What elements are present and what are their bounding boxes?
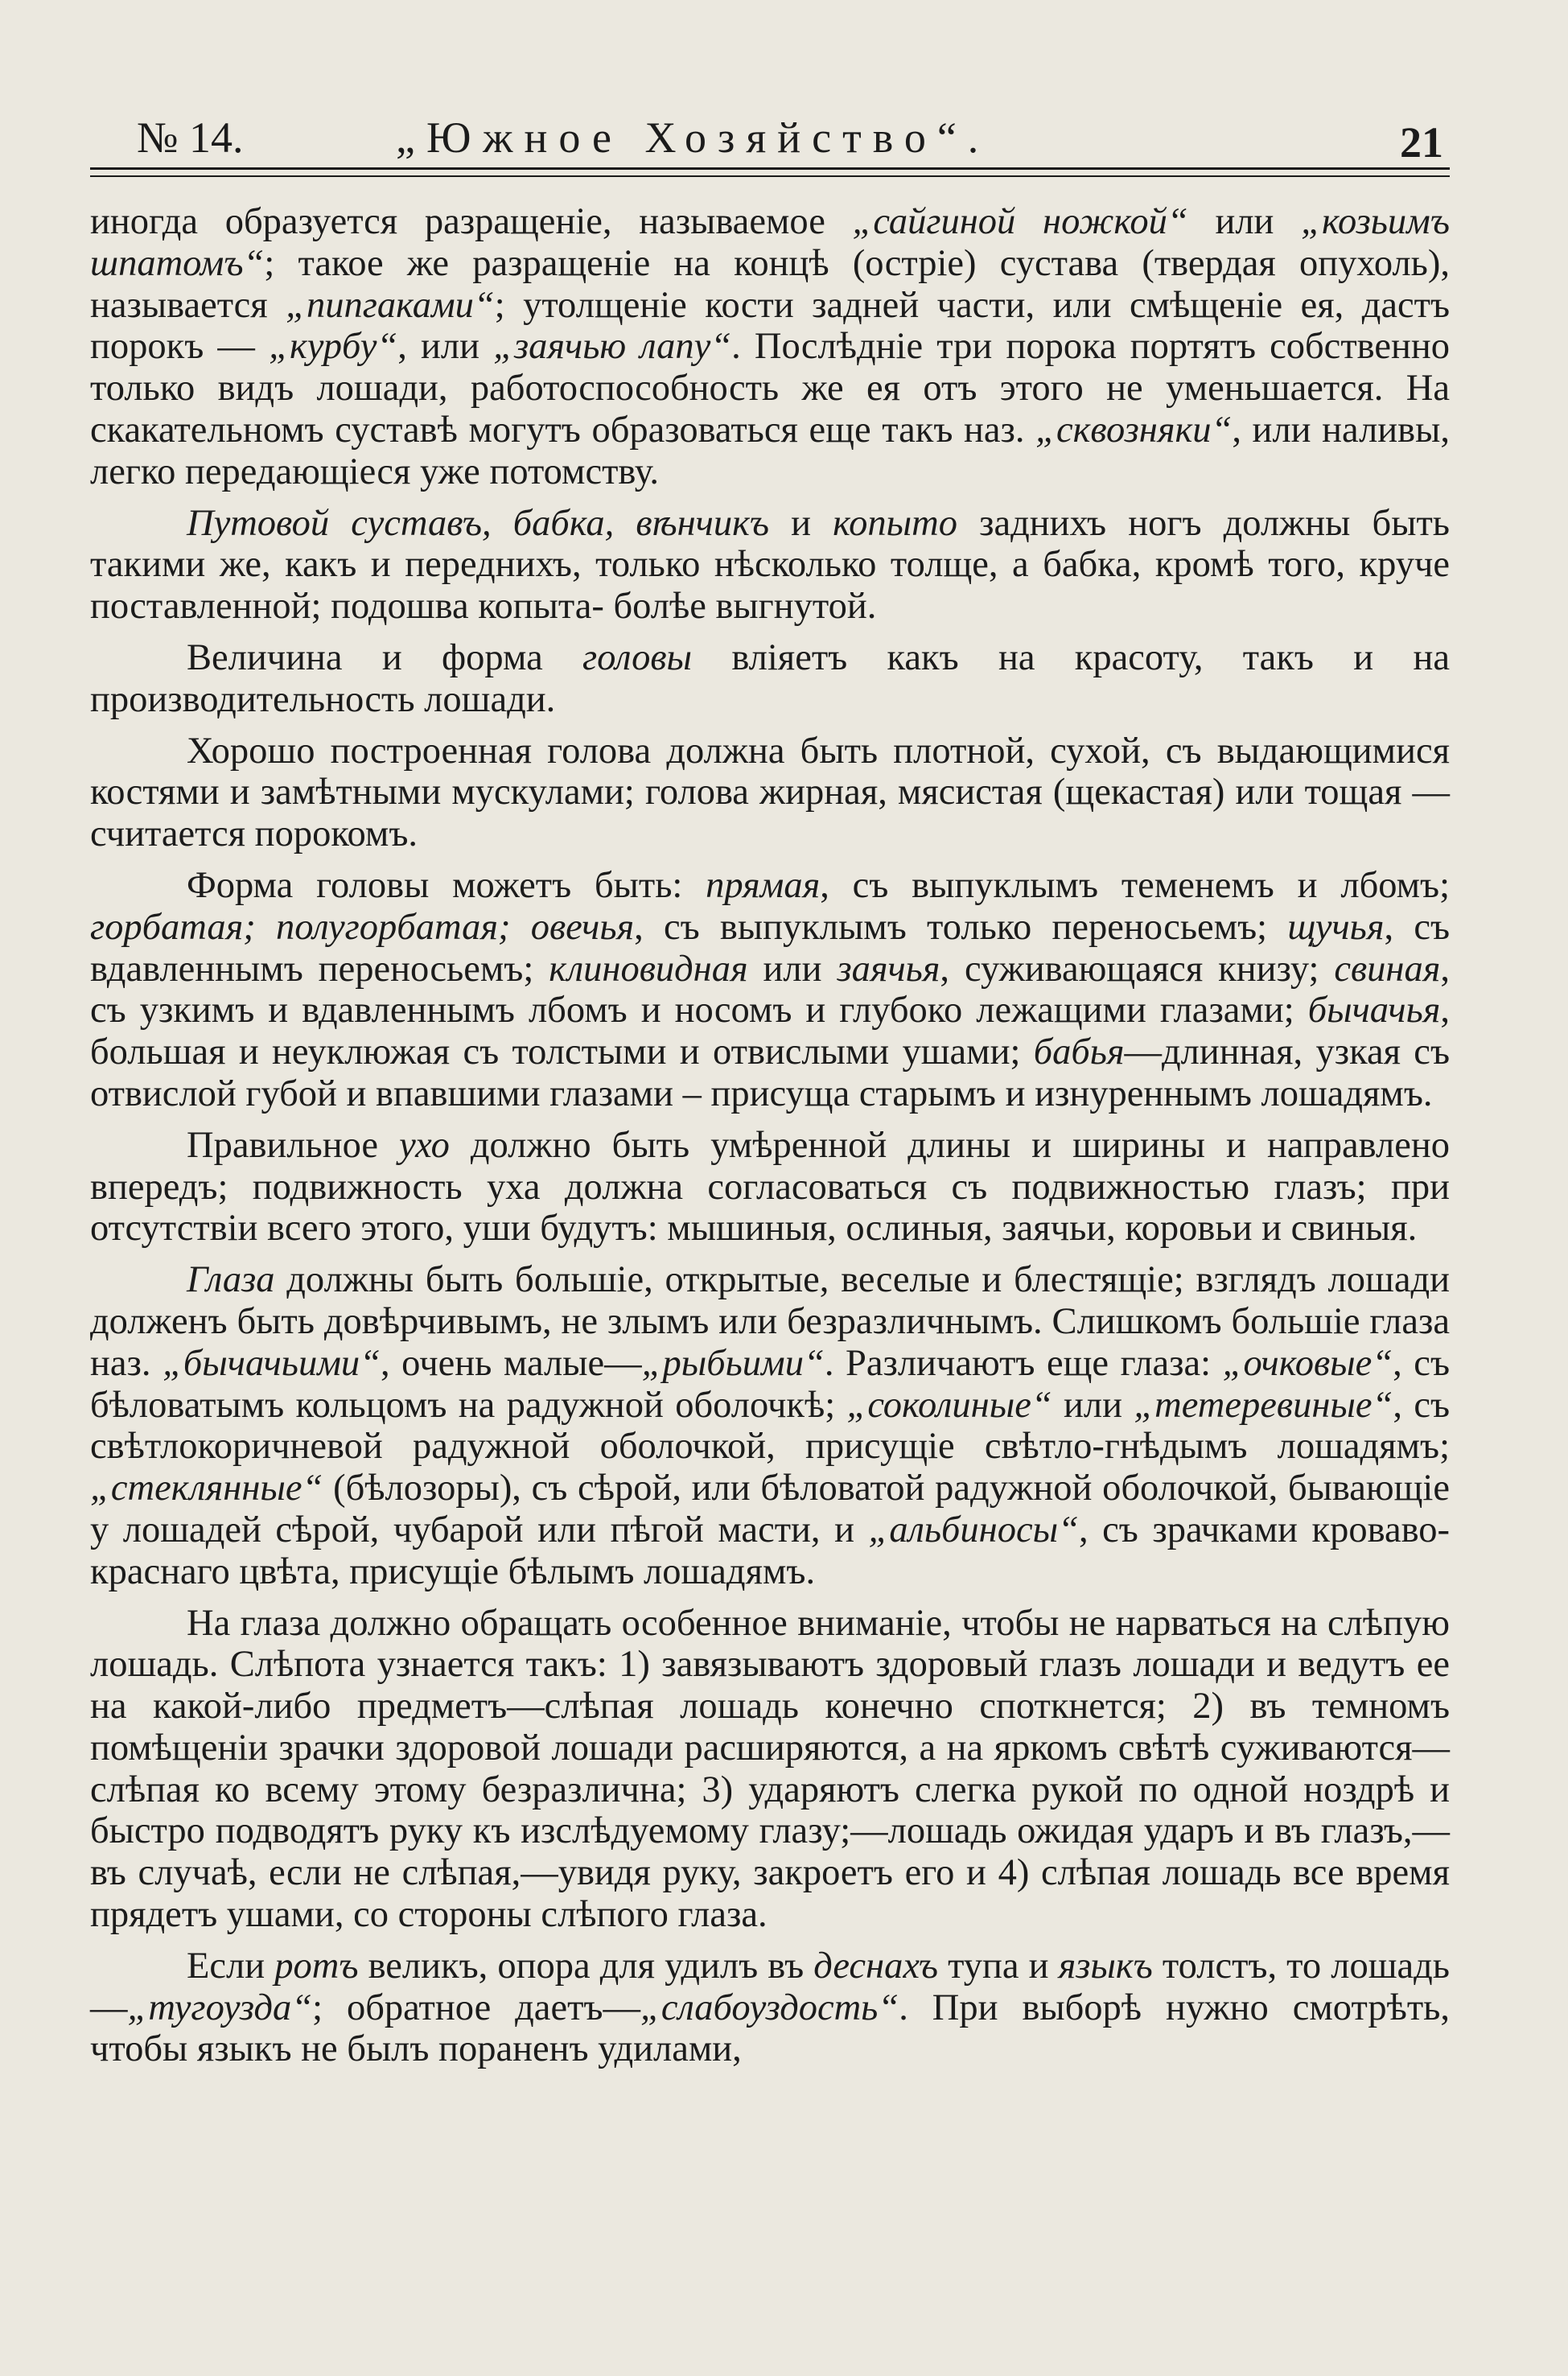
text-run: На глаза должно обращать особенное вниманіе, чтобы не нарваться на слѣпую лошадь. Слѣпота узнается такъ: 1) завязываютъ здоровый глазъ лошади и ведутъ ее на какой-либо предметъ—слѣпая лошадь конечно споткнется; 2) въ темномъ помѣщеніи зрачки здоровой лошади расширяются, а на яркомъ свѣтѣ суживаются—слѣпая ко всему этому безразлична; 3) ударяютъ слегка рукой по одной ноздрѣ и быстро подводятъ руку къ изслѣдуемому глазу;—лошадь ожидая ударъ и въ глазъ,—въ случаѣ, если не слѣпая,—увидя руку, закроетъ его и 4) слѣпая лошадь все время прядетъ ушами, со стороны слѣпого глаза.	[90, 1602, 1450, 1936]
italic-term: ротъ	[274, 1945, 359, 1987]
text-run: . При выборѣ нужно смотрѣть, чтобы языкъ не былъ порaненъ удилами,	[90, 1987, 1450, 2070]
italic-term: „очковые“	[1222, 1342, 1393, 1384]
paragraph	[90, 201, 1450, 493]
text-run: или	[747, 948, 838, 990]
text-run: Правильное	[187, 1124, 400, 1166]
text-run: ; обратное даетъ—	[312, 1987, 640, 2028]
italic-term: „козьимъ шпатомъ“	[90, 201, 1450, 284]
italic-term: „сайгиной ножкой“	[852, 201, 1188, 242]
text-run: , большая и неуклюжая съ толстыми и отвислыми ушами;	[90, 990, 1450, 1073]
paragraph	[90, 731, 1450, 855]
italic-term: „тугоузда“	[127, 1987, 313, 2028]
text-run: , съ бѣловатымъ кольцомъ на радужной оболочкѣ;	[90, 1342, 1450, 1426]
italic-term: „пипгаками“	[286, 284, 495, 326]
text-run: , съ узкимъ и вдавленнымъ лбомъ и носомъ и глубоко лежащими глазами;	[90, 948, 1450, 1032]
text-run: толстъ, то лошадь—	[90, 1945, 1451, 2028]
text-run: или	[1187, 201, 1302, 242]
text-run: ; такое же разращеніе на концѣ (остріе) сустава (твердая опухоль), называется	[90, 242, 1450, 326]
text-run: иногда образуется разращеніе, называемое	[90, 201, 853, 242]
paragraph	[90, 503, 1450, 628]
italic-term: „заячью лапу“	[493, 326, 732, 368]
italic-term: „соколиные“	[846, 1384, 1052, 1426]
text-run: . Различаютъ еще глаза:	[824, 1342, 1223, 1384]
italic-term: заячья	[837, 948, 940, 990]
text-run: заднихъ ногъ должны быть такими же, какъ и переднихъ, только нѣсколько толще, а бабка, кромѣ того, круче поставленной; подошва копыта- болѣе выгнутой.	[90, 502, 1450, 628]
text-run: или	[1052, 1384, 1134, 1426]
italic-term: щучья	[1287, 906, 1385, 948]
italic-term: головы	[582, 636, 693, 678]
header-rule-thin	[90, 175, 1450, 177]
running-header	[90, 95, 1450, 167]
italic-term: „слабоуздость“	[640, 1987, 899, 2028]
text-run: Величина и форма	[187, 636, 583, 678]
text-run: , съ вдавленнымъ переносьемъ;	[90, 906, 1450, 990]
paragraph	[90, 1946, 1450, 2070]
italic-term: клиновидная	[549, 948, 748, 990]
journal-title: „Южное Хозяйство“.	[396, 113, 990, 162]
text-run: , съ свѣтлокоричневой радужной оболочкой, присущіе свѣтло-гнѣдымъ лошадямъ;	[90, 1384, 1450, 1468]
body-text	[90, 201, 1450, 2080]
italic-term: деснахъ	[813, 1945, 938, 1987]
italic-term: копыто	[833, 502, 957, 544]
italic-term: языкъ	[1058, 1945, 1153, 1987]
text-run: , или	[397, 326, 494, 368]
italic-term: ухо	[399, 1124, 450, 1166]
text-run: , съ выпуклымъ только переносьемъ;	[634, 906, 1288, 948]
italic-term: „курбу“	[269, 326, 398, 368]
text-run: Хорошо построенная голова должна быть плотной, сухой, съ выдающимися костями и замѣтными мускулами; голова жирная, мясистая (щекастая) или тощая — считается порокомъ.	[90, 730, 1450, 855]
italic-term: „бычачьими“	[163, 1342, 381, 1384]
text-run: должно быть умѣренной длины и ширины и направлено впередъ; подвижность уха должна согласоваться съ подвижностью глазъ; при отсутствіи всего этого, уши будутъ: мышиныя, ослиныя, заячьи, коровьи и свиныя.	[90, 1124, 1450, 1250]
text-run: , съ выпуклымъ теменемъ и лбомъ;	[820, 864, 1451, 906]
text-run: , очень малые—	[381, 1342, 642, 1384]
italic-term: „альбиносы“	[868, 1509, 1079, 1550]
paragraph	[90, 865, 1450, 1115]
text-run: , съ зрачками кроваво-краснаго цвѣта, присущіе бѣлымъ лошадямъ.	[90, 1509, 1450, 1592]
italic-term: „рыбьими“	[641, 1342, 825, 1384]
text-run: тупа и	[937, 1945, 1059, 1987]
text-run: Если	[187, 1945, 275, 1987]
paragraph	[90, 1125, 1450, 1250]
paragraph	[90, 1603, 1450, 1936]
paragraph	[90, 637, 1450, 721]
italic-term: „сквозняки“	[1035, 409, 1233, 451]
issue-number: № 14.	[137, 113, 244, 162]
italic-term: бычачья	[1307, 990, 1441, 1032]
text-run: и	[768, 502, 833, 544]
italic-term: свиная	[1334, 948, 1441, 990]
text-run: , суживающаяся книзу;	[940, 948, 1335, 990]
italic-term: прямая	[706, 864, 821, 906]
text-run: ; утолщеніе кости задней части, или смѣщеніе ея, дастъ порокъ —	[90, 284, 1450, 368]
page-number: 21	[1400, 118, 1443, 167]
paragraph	[90, 1259, 1450, 1592]
text-run: (бѣлозоры), съ сѣрой, или бѣловатой радужной оболочкой, бывающіе у лошадей сѣрой, чубарой или пѣгой масти, и	[90, 1468, 1450, 1550]
header-rule	[90, 167, 1450, 170]
text-run: должны быть большіе, открытые, веселые и блестящіе; взглядъ лошади долженъ быть довѣрчивымъ, не злымъ или безразличнымъ. Слишкомъ большіе глаза наз.	[90, 1259, 1450, 1384]
text-run: великъ, опора для удилъ въ	[358, 1945, 814, 1987]
italic-term: Путовой суставъ, бабка, вѣнчикъ	[187, 502, 769, 544]
text-run: —длинная, узкая съ отвислой губой и впавшими глазами – присуща старымъ и изнуреннымъ лошадямъ.	[90, 1032, 1450, 1114]
italic-term: бабья	[1033, 1032, 1125, 1073]
text-run: вліяетъ какъ на красоту, такъ и на производительность лошади.	[90, 636, 1450, 720]
italic-term: „тетеревиные“	[1134, 1384, 1393, 1426]
italic-term: горбатая; полугорбатая; овечья	[90, 906, 635, 948]
text-run: Форма головы можетъ быть:	[187, 864, 706, 906]
italic-term: „стеклянные“	[90, 1468, 323, 1509]
italic-term: Глаза	[187, 1259, 275, 1301]
text-run: , или наливы, легко передающіеся уже потомству.	[90, 409, 1450, 492]
text-run: . Послѣдніе три порока портятъ собственно только видъ лошади, работоспособность же ея отъ этого не уменьшается. На скакательномъ суставѣ могутъ образоваться еще такъ наз.	[90, 326, 1450, 451]
